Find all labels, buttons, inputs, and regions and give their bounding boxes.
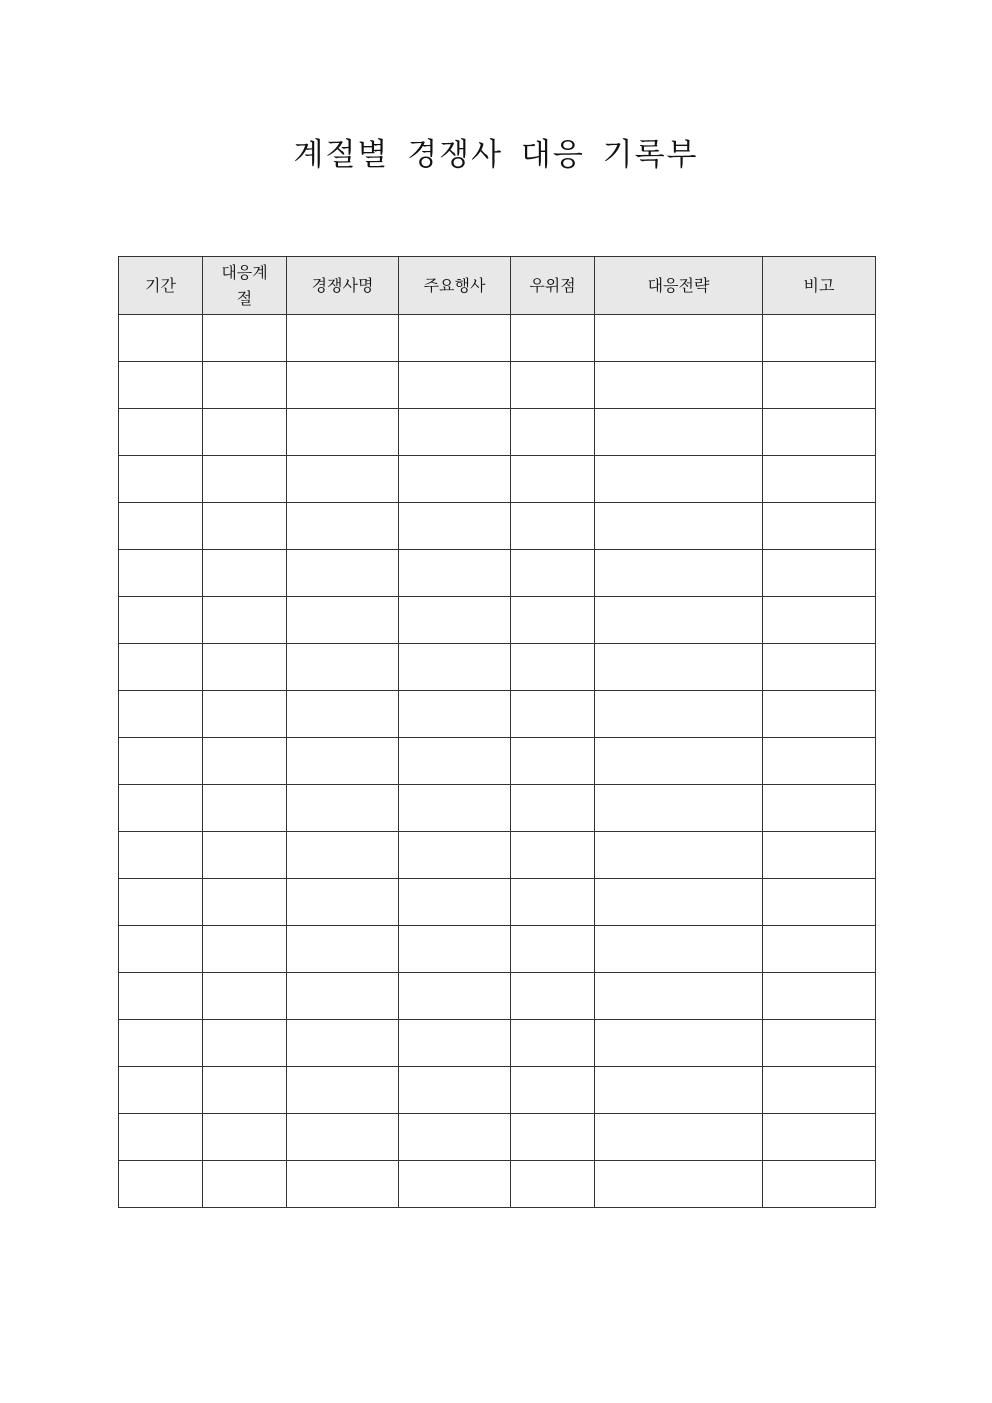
cell-period[interactable]: [119, 785, 203, 832]
table-row: [119, 1020, 876, 1067]
table-row: [119, 456, 876, 503]
cell-main-event[interactable]: [399, 456, 511, 503]
cell-period[interactable]: [119, 832, 203, 879]
cell-main-event[interactable]: [399, 644, 511, 691]
cell-main-event[interactable]: [399, 315, 511, 362]
cell-main-event[interactable]: [399, 550, 511, 597]
cell-strategy[interactable]: [595, 1020, 763, 1067]
cell-advantage[interactable]: [511, 362, 595, 409]
cell-remarks[interactable]: [763, 738, 876, 785]
cell-competitor[interactable]: [287, 973, 399, 1020]
cell-strategy[interactable]: [595, 879, 763, 926]
cell-remarks[interactable]: [763, 879, 876, 926]
cell-main-event[interactable]: [399, 1161, 511, 1208]
cell-strategy[interactable]: [595, 362, 763, 409]
table-row: [119, 785, 876, 832]
cell-remarks[interactable]: [763, 832, 876, 879]
table-body: [119, 315, 876, 1208]
cell-season[interactable]: [203, 1161, 287, 1208]
cell-season[interactable]: [203, 315, 287, 362]
cell-competitor[interactable]: [287, 879, 399, 926]
cell-main-event[interactable]: [399, 597, 511, 644]
cell-advantage[interactable]: [511, 597, 595, 644]
cell-competitor[interactable]: [287, 315, 399, 362]
cell-competitor[interactable]: [287, 597, 399, 644]
cell-competitor[interactable]: [287, 785, 399, 832]
table-row: [119, 503, 876, 550]
cell-season[interactable]: [203, 644, 287, 691]
cell-main-event[interactable]: [399, 785, 511, 832]
cell-competitor[interactable]: [287, 644, 399, 691]
cell-period[interactable]: [119, 1067, 203, 1114]
table-row: [119, 362, 876, 409]
cell-strategy[interactable]: [595, 1114, 763, 1161]
cell-remarks[interactable]: [763, 597, 876, 644]
cell-season[interactable]: [203, 550, 287, 597]
cell-strategy[interactable]: [595, 456, 763, 503]
cell-remarks[interactable]: [763, 315, 876, 362]
cell-season[interactable]: [203, 1114, 287, 1161]
cell-period[interactable]: [119, 738, 203, 785]
header-row: [119, 257, 876, 315]
table-row: [119, 597, 876, 644]
cell-advantage[interactable]: [511, 879, 595, 926]
cell-main-event[interactable]: [399, 879, 511, 926]
cell-competitor[interactable]: [287, 362, 399, 409]
cell-competitor[interactable]: [287, 832, 399, 879]
cell-advantage[interactable]: [511, 832, 595, 879]
cell-main-event[interactable]: [399, 1114, 511, 1161]
cell-period[interactable]: [119, 644, 203, 691]
page-title: 계절별 경쟁사 대응 기록부: [293, 137, 699, 173]
cell-remarks[interactable]: [763, 503, 876, 550]
cell-competitor[interactable]: [287, 1114, 399, 1161]
cell-strategy[interactable]: [595, 644, 763, 691]
cell-season[interactable]: [203, 879, 287, 926]
column-header-competitor: 경쟁사명: [287, 257, 399, 315]
competitor-record-table: [118, 256, 876, 1208]
cell-strategy[interactable]: [595, 503, 763, 550]
cell-main-event[interactable]: [399, 409, 511, 456]
cell-remarks[interactable]: [763, 1114, 876, 1161]
column-header-season: [203, 257, 287, 315]
table-row: [119, 1067, 876, 1114]
cell-period[interactable]: [119, 456, 203, 503]
cell-competitor[interactable]: [287, 456, 399, 503]
cell-advantage[interactable]: [511, 315, 595, 362]
column-header-remarks: 비고: [763, 257, 876, 315]
cell-period[interactable]: [119, 597, 203, 644]
cell-advantage[interactable]: [511, 409, 595, 456]
cell-period[interactable]: [119, 1114, 203, 1161]
table-row: [119, 1114, 876, 1161]
cell-season[interactable]: [203, 738, 287, 785]
cell-strategy[interactable]: [595, 315, 763, 362]
cell-strategy[interactable]: [595, 1067, 763, 1114]
cell-advantage[interactable]: [511, 503, 595, 550]
cell-remarks[interactable]: [763, 691, 876, 738]
cell-strategy[interactable]: [595, 926, 763, 973]
cell-strategy[interactable]: [595, 832, 763, 879]
cell-main-event[interactable]: [399, 926, 511, 973]
cell-advantage[interactable]: [511, 926, 595, 973]
table-row: [119, 1161, 876, 1208]
cell-advantage[interactable]: [511, 973, 595, 1020]
cell-season[interactable]: [203, 409, 287, 456]
cell-competitor[interactable]: [287, 409, 399, 456]
cell-advantage[interactable]: [511, 550, 595, 597]
cell-season[interactable]: [203, 597, 287, 644]
cell-strategy[interactable]: [595, 785, 763, 832]
cell-period[interactable]: [119, 550, 203, 597]
cell-main-event[interactable]: [399, 1067, 511, 1114]
cell-period[interactable]: [119, 503, 203, 550]
cell-advantage[interactable]: [511, 1161, 595, 1208]
table-row: [119, 691, 876, 738]
table-row: [119, 738, 876, 785]
cell-advantage[interactable]: [511, 738, 595, 785]
cell-main-event[interactable]: [399, 362, 511, 409]
cell-strategy[interactable]: [595, 973, 763, 1020]
cell-period[interactable]: [119, 879, 203, 926]
cell-remarks[interactable]: [763, 456, 876, 503]
cell-main-event[interactable]: [399, 503, 511, 550]
cell-season[interactable]: [203, 362, 287, 409]
cell-competitor[interactable]: [287, 1067, 399, 1114]
cell-season[interactable]: [203, 785, 287, 832]
table-row: [119, 315, 876, 362]
cell-main-event[interactable]: [399, 691, 511, 738]
cell-main-event[interactable]: [399, 738, 511, 785]
cell-season[interactable]: [203, 1067, 287, 1114]
column-header-strategy: 대응전략: [595, 257, 763, 315]
cell-advantage[interactable]: [511, 1067, 595, 1114]
table-row: [119, 644, 876, 691]
cell-competitor[interactable]: [287, 691, 399, 738]
cell-season[interactable]: [203, 503, 287, 550]
cell-remarks[interactable]: [763, 550, 876, 597]
cell-strategy[interactable]: [595, 738, 763, 785]
cell-remarks[interactable]: [763, 1161, 876, 1208]
table-row: [119, 973, 876, 1020]
cell-period[interactable]: [119, 926, 203, 973]
cell-advantage[interactable]: [511, 1114, 595, 1161]
cell-strategy[interactable]: [595, 550, 763, 597]
cell-remarks[interactable]: [763, 1020, 876, 1067]
column-header-main-event: 주요행사: [399, 257, 511, 315]
column-header-advantage: 우위점: [511, 257, 595, 315]
cell-period[interactable]: [119, 315, 203, 362]
cell-remarks[interactable]: [763, 362, 876, 409]
cell-remarks[interactable]: [763, 1067, 876, 1114]
cell-advantage[interactable]: [511, 644, 595, 691]
table-row: [119, 409, 876, 456]
table-row: [119, 550, 876, 597]
cell-main-event[interactable]: [399, 973, 511, 1020]
cell-season[interactable]: [203, 1020, 287, 1067]
cell-competitor[interactable]: [287, 1020, 399, 1067]
cell-remarks[interactable]: [763, 409, 876, 456]
cell-advantage[interactable]: [511, 785, 595, 832]
cell-advantage[interactable]: [511, 456, 595, 503]
cell-season[interactable]: [203, 926, 287, 973]
cell-season[interactable]: [203, 456, 287, 503]
cell-advantage[interactable]: [511, 691, 595, 738]
cell-period[interactable]: [119, 691, 203, 738]
cell-main-event[interactable]: [399, 1020, 511, 1067]
cell-main-event[interactable]: [399, 832, 511, 879]
table-row: [119, 926, 876, 973]
cell-remarks[interactable]: [763, 785, 876, 832]
cell-competitor[interactable]: [287, 550, 399, 597]
table-row: [119, 832, 876, 879]
cell-remarks[interactable]: [763, 926, 876, 973]
cell-period[interactable]: [119, 1161, 203, 1208]
cell-period[interactable]: [119, 362, 203, 409]
cell-competitor[interactable]: [287, 1161, 399, 1208]
column-header-period: 기간: [119, 257, 203, 315]
cell-season[interactable]: [203, 973, 287, 1020]
cell-remarks[interactable]: [763, 644, 876, 691]
cell-period[interactable]: [119, 409, 203, 456]
cell-strategy[interactable]: [595, 691, 763, 738]
cell-strategy[interactable]: [595, 1161, 763, 1208]
cell-period[interactable]: [119, 973, 203, 1020]
cell-competitor[interactable]: [287, 738, 399, 785]
cell-strategy[interactable]: [595, 597, 763, 644]
cell-season[interactable]: [203, 691, 287, 738]
cell-period[interactable]: [119, 1020, 203, 1067]
table-row: [119, 879, 876, 926]
cell-remarks[interactable]: [763, 973, 876, 1020]
cell-season[interactable]: [203, 832, 287, 879]
column-header-season-label: 대응계절: [221, 262, 268, 308]
cell-strategy[interactable]: [595, 409, 763, 456]
cell-competitor[interactable]: [287, 503, 399, 550]
cell-competitor[interactable]: [287, 926, 399, 973]
cell-advantage[interactable]: [511, 1020, 595, 1067]
